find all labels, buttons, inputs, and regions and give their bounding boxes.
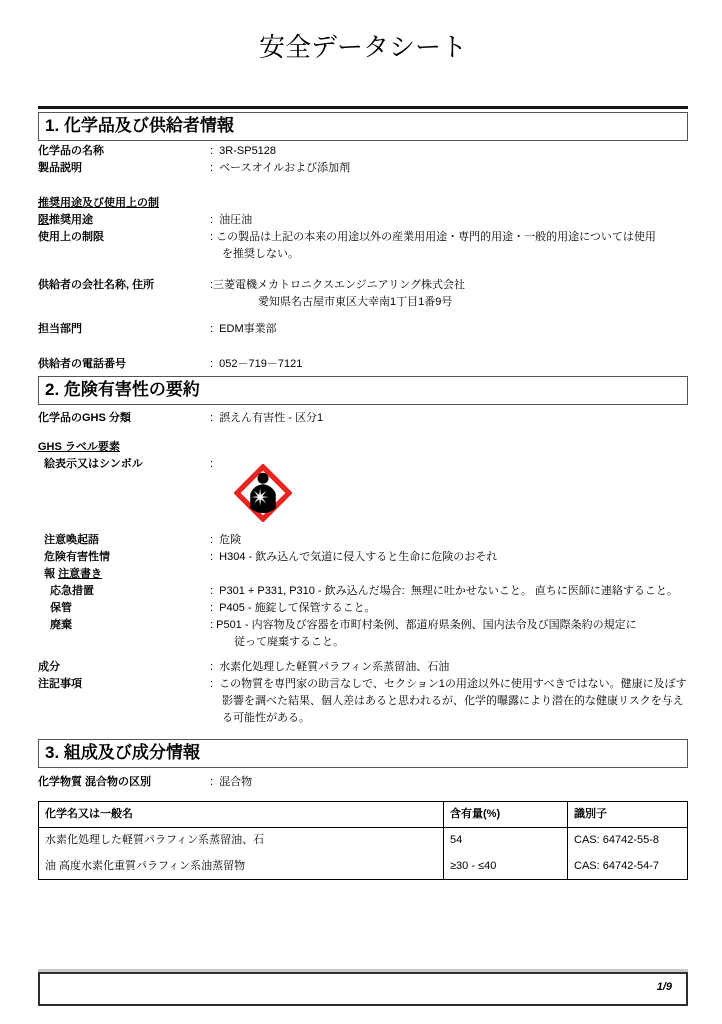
signal-word-label: 注意喚起語: [44, 534, 99, 546]
row-product-description: [38, 160, 688, 177]
ghs-classification-value: : 誤えん有害性 - 区分1: [210, 412, 324, 424]
disposal-value-line2: 従って廃棄すること。: [234, 636, 344, 648]
pictogram-colon: :: [210, 458, 214, 470]
row-ghs-classification: [38, 410, 688, 427]
section-identification: [38, 112, 688, 373]
table-row: [39, 854, 688, 880]
row-precautionary-heading: [38, 566, 688, 583]
supplier-phone-value: : 052－719－7121: [210, 358, 303, 370]
cell-chemical-name: 油 高度水素化重質パラフィン系油蒸留物: [39, 854, 444, 880]
ghs-classification-label: 化学品のGHS 分類: [38, 412, 131, 424]
ingredients-label: 成分: [38, 661, 60, 673]
row-signal-word: [38, 532, 688, 549]
recommended-use-label-wrap: 限: [38, 214, 49, 226]
row-mixture: [38, 774, 688, 791]
recommended-use-label-text: 推奨用途: [49, 214, 93, 226]
recommended-use-label: [38, 212, 210, 229]
silhouette-head: [257, 473, 268, 484]
row-disposal: [38, 617, 688, 634]
cell-identifier: CAS: 64742-54-7: [568, 854, 688, 880]
section-composition: [38, 739, 688, 880]
page-footer: [38, 972, 688, 1006]
section-3-heading-text: 3. 組成及び成分情報: [45, 743, 200, 762]
top-divider: [38, 106, 688, 109]
precautionary-prefix: 報: [44, 568, 59, 580]
department-label: 担当部門: [38, 323, 82, 335]
hazard-statement-label: 危険有害性情: [44, 551, 110, 563]
storage-label: 保管: [50, 602, 72, 614]
row-storage: [38, 600, 688, 617]
row-supplier: [38, 277, 688, 294]
mixture-value: : 混合物: [210, 776, 253, 788]
supplier-phone-label: 供給者の電話番号: [38, 358, 126, 370]
col-header-chemical-name: 化学名又は一般名: [39, 802, 444, 828]
supplier-name-value: :三菱電機メカトロニクスエンジニアリング株式会社: [210, 279, 466, 291]
mixture-label: 化学物質 混合物の区別: [38, 776, 152, 788]
use-restriction-value: : この製品は上記の本来の用途以外の産業用用途・専門的用途・一般的用途については使用: [210, 231, 656, 243]
product-description-label: 製品説明: [38, 162, 82, 174]
table-row: [39, 828, 688, 854]
first-aid-label: 応急措置: [50, 585, 94, 597]
hazard-statement-value: : H304 - 飲み込んで気道に侵入すると生命に危険のおそれ: [210, 551, 498, 563]
signal-word-value: : 危険: [210, 534, 242, 546]
section-1-heading-text: 1. 化学品及び供給者情報: [45, 116, 234, 135]
row-pictogram: [38, 456, 688, 473]
col-header-amount: 含有量(%): [444, 802, 568, 828]
ghs-label-elements-heading: GHS ラベル要素: [38, 441, 120, 453]
row-chemical-name: [38, 143, 688, 160]
disposal-label: 廃棄: [50, 619, 72, 631]
silhouette-torso: [250, 484, 276, 513]
notes-label: 注記事項: [38, 678, 82, 690]
precautionary-underlined: 注意書き: [58, 568, 103, 580]
ingredients-value: : 水素化処理した軽質パラフィン系蒸留油、石油: [210, 661, 450, 673]
composition-table-header-row: [39, 802, 688, 828]
row-ingredients: [38, 659, 688, 676]
precautionary-heading: [38, 566, 210, 583]
health-hazard-star: [251, 488, 268, 505]
chemical-name-label: 化学品の名称: [38, 145, 104, 157]
row-use-restriction: [38, 229, 688, 246]
cell-chemical-name: 水素化処理した軽質パラフィン系蒸留油、石: [39, 828, 444, 854]
chemical-name-value: : 3R-SP5128: [210, 145, 277, 157]
notes-value-line3: る可能性がある。: [222, 712, 310, 724]
product-description-value: : ベースオイルおよび添加剤: [210, 162, 351, 174]
row-hazard-statement: [38, 549, 688, 566]
row-supplier-phone: [38, 356, 688, 373]
department-value: : EDM事業部: [210, 323, 277, 335]
section-2-heading: [38, 376, 688, 405]
row-department: [38, 321, 688, 338]
section-3-heading: [38, 739, 688, 768]
recommended-use-value: : 油圧油: [210, 214, 253, 226]
recommended-use-group-heading: 推奨用途及び使用上の制: [38, 197, 159, 209]
row-notes: [38, 676, 688, 693]
storage-value: : P405 - 施錠して保管すること。: [210, 602, 376, 614]
row-recommended-use: [38, 212, 688, 229]
page-number: 1/9: [656, 981, 672, 993]
use-restriction-label: 使用上の制限: [38, 231, 104, 243]
supplier-label: 供給者の会社名称, 住所: [38, 279, 155, 291]
composition-table: [38, 801, 688, 880]
document-title: 安全データシート: [258, 32, 467, 62]
cell-amount: ≥30 - ≤40: [444, 854, 568, 880]
disposal-value: : P501 - 内容物及び容器を市町村条例、都道府県条例、国内法令及び国際条約の規定に: [210, 619, 637, 631]
section-hazards: [38, 376, 688, 727]
cell-identifier: CAS: 64742-55-8: [568, 828, 688, 854]
section-1-heading: [38, 112, 688, 141]
row-first-aid: [38, 583, 688, 600]
notes-value-line2: 影響を調べた結果、個人差はあると思われるが、化学的曝露により潜在的な健康リスクを与え: [222, 695, 684, 707]
cell-amount: 54: [444, 828, 568, 854]
section-2-heading-text: 2. 危険有害性の要約: [45, 380, 200, 399]
col-header-identifier: 識別子: [568, 802, 688, 828]
pictogram-label: 絵表示又はシンボル: [44, 458, 143, 470]
supplier-address-value: 愛知県名古屋市東区大幸南1丁目1番9号: [258, 296, 453, 308]
first-aid-value: : P301 + P331, P310 - 飲み込んだ場合: 無理に吐かせないこと。 直ちに医師に連絡すること。: [210, 585, 678, 597]
use-restriction-value-line2: を推奨しない。: [222, 248, 299, 260]
notes-value: : この物質を専門家の助言なしで、セクション1の用途以外に使用すべきではない。健康に及ぼす: [210, 678, 687, 690]
